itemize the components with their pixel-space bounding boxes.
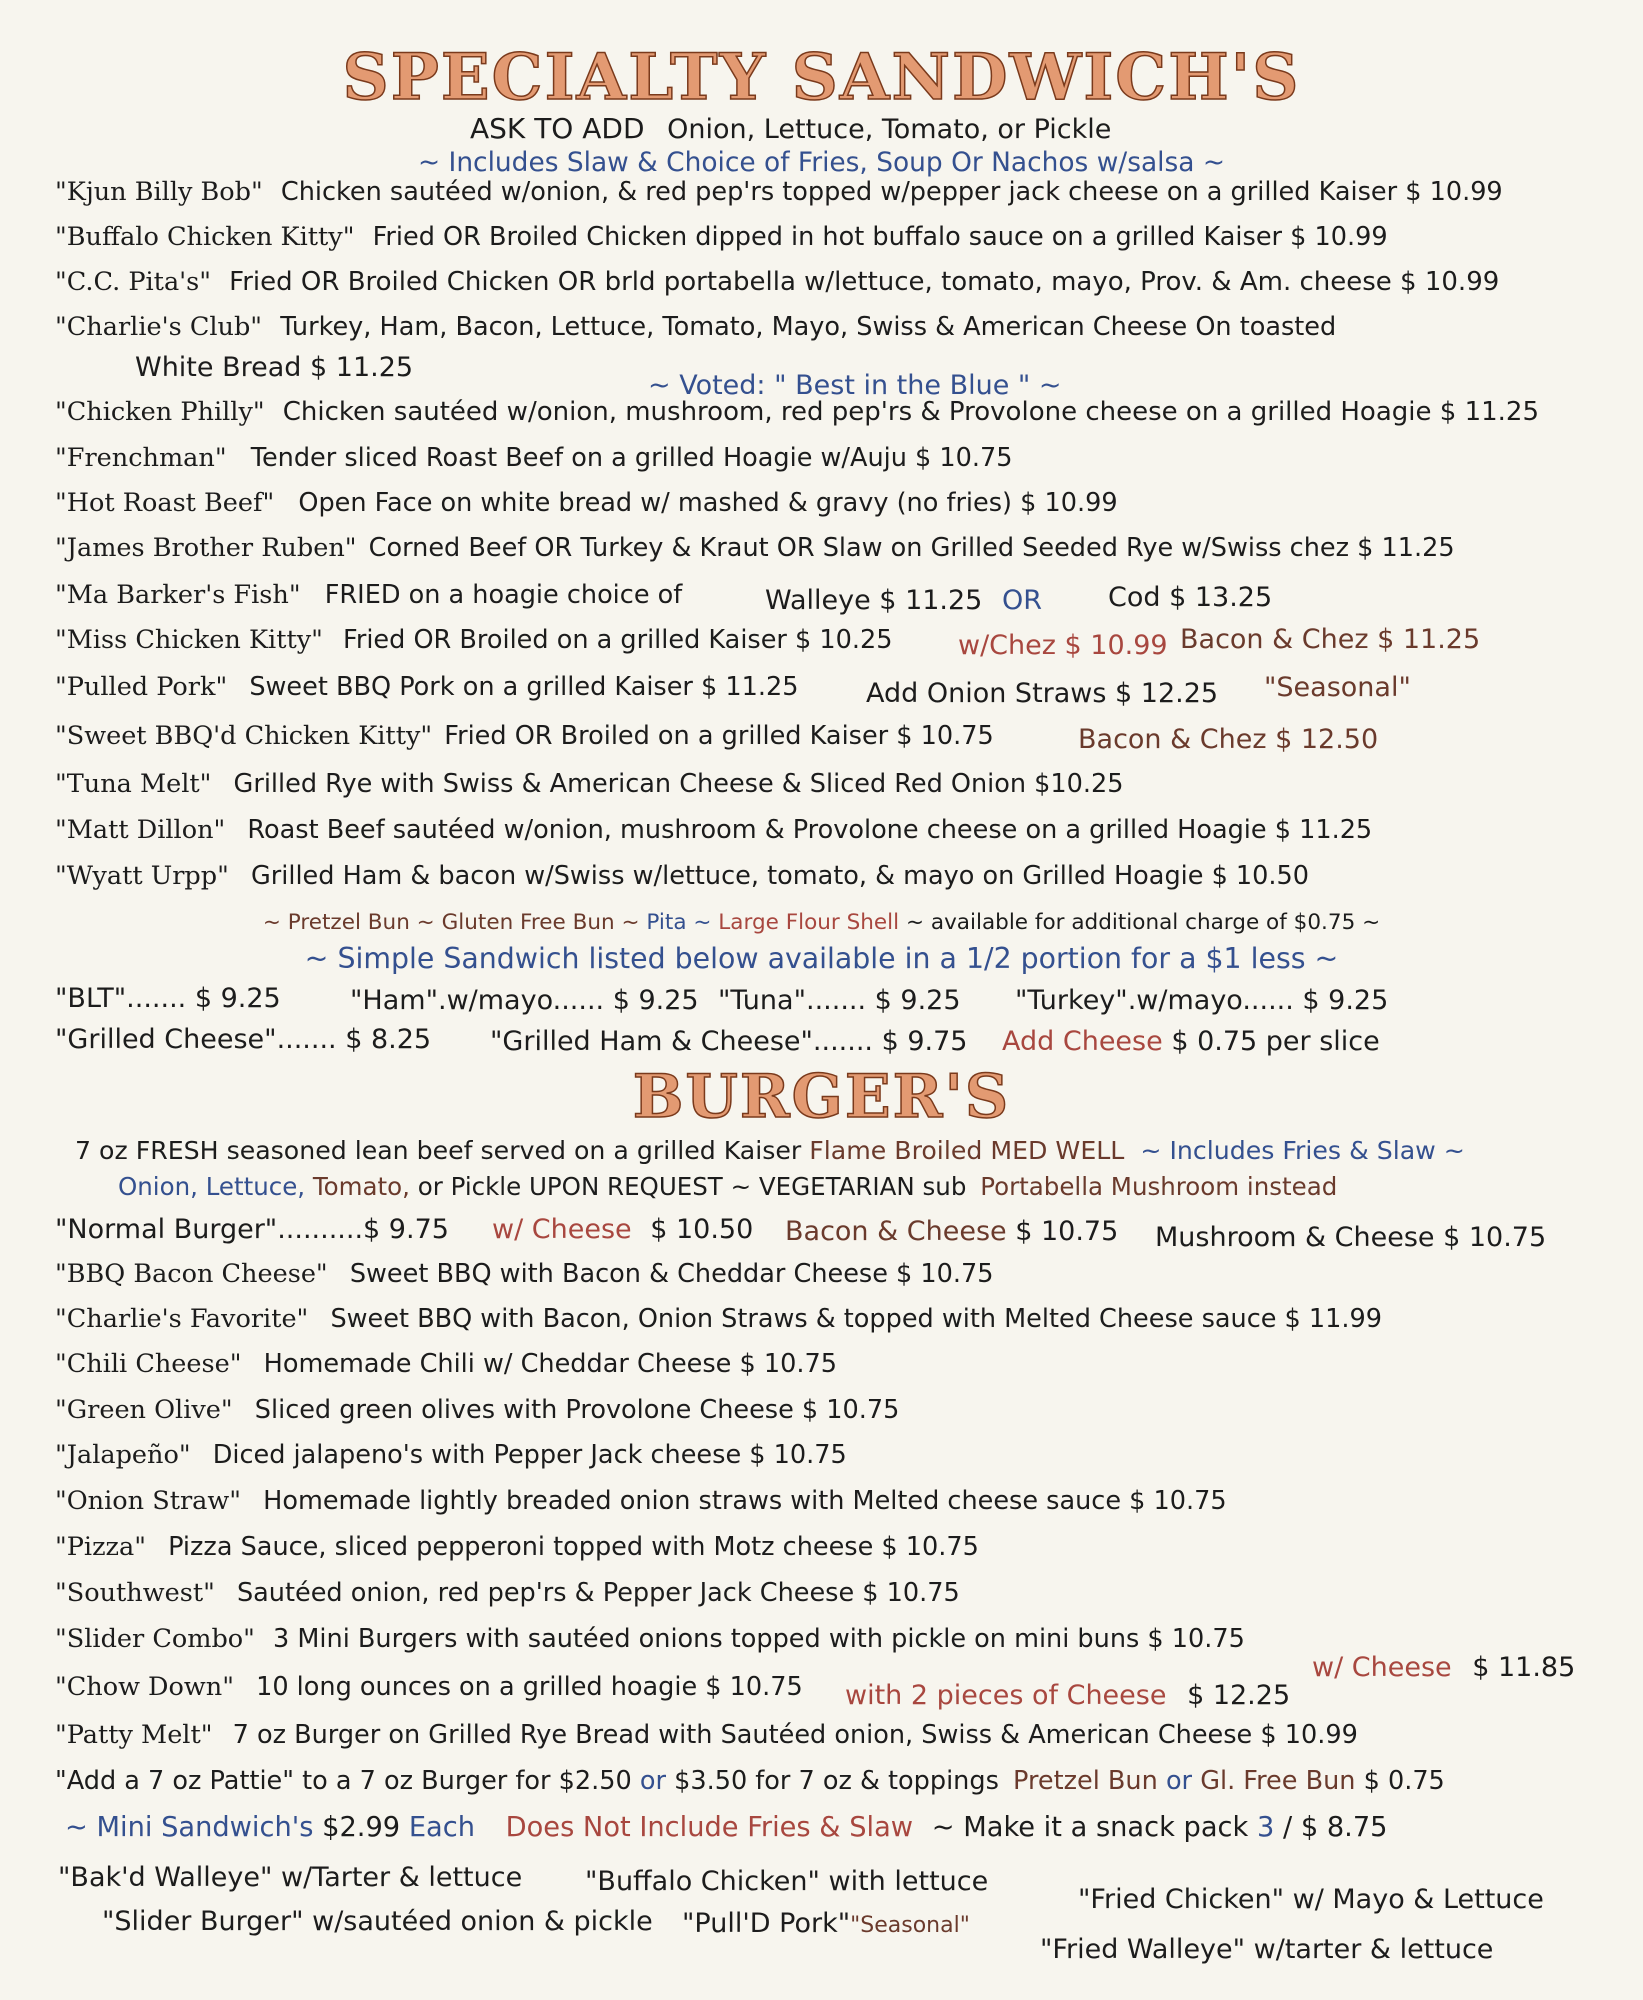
item-matt-dillon	[55, 815, 1643, 845]
add-bun-or: or	[1165, 1766, 1193, 1796]
slider-cheese-label: w/ Cheese	[1312, 1652, 1452, 1683]
item-desc: Homemade lightly breaded onion straws with Melted cheese sauce $ 10.75	[263, 1486, 1227, 1516]
specialty-title: SPECIALTY SANDWICH'S	[342, 40, 1301, 115]
item-name: "Ma Barker's Fish"	[55, 580, 301, 610]
burger-patty-melt	[55, 1720, 1643, 1750]
item-cc-pitas	[55, 267, 1643, 297]
item-name: "Jalapeño"	[55, 1440, 191, 1470]
item-wyatt-urpp	[55, 861, 1643, 891]
intro-tomato: Tomato,	[312, 1172, 410, 1201]
item-desc: Fried OR Broiled on a grilled Kaiser $ 10.25	[343, 625, 893, 655]
item-desc: Roast Beef sautéed w/onion, mushroom & Provolone cheese on a grilled Hoagie $ 11.25	[247, 815, 1373, 845]
item-hot-roast-beef	[55, 488, 1643, 518]
mini-sandwich-header	[65, 1812, 1643, 1843]
intro-onion-lettuce: Onion, Lettuce,	[118, 1172, 306, 1201]
item-charlies-club	[55, 312, 1643, 342]
mini-pulled-pork-name: "Pull'D Pork"	[682, 1908, 851, 1939]
intro-portabella: Portabella Mushroom instead	[980, 1172, 1338, 1201]
intro-beef: 7 oz FRESH seasoned lean beef served on a grilled Kaiser	[75, 1136, 802, 1165]
ask-lead: ASK TO ADD	[470, 112, 645, 145]
item-name: "Buffalo Chicken Kitty"	[55, 222, 355, 252]
mini-title: ~ Mini Sandwich's	[65, 1812, 314, 1843]
add-pattie-or: or	[639, 1766, 666, 1796]
simple-tuna: "Tuna"....... $ 9.25	[718, 985, 961, 1016]
item-desc: Diced jalapeno's with Pepper Jack cheese $ 10.75	[212, 1440, 847, 1470]
add-cheese-label: Add Cheese	[1002, 1026, 1163, 1057]
fish-or: OR	[1002, 585, 1043, 616]
normal-mushroom-cheese: Mushroom & Cheese $ 10.75	[1155, 1222, 1547, 1253]
item-name: "Charlie's Club"	[55, 312, 263, 342]
burger-southwest	[55, 1578, 1643, 1608]
burger-bbq-bacon-cheese	[55, 1259, 1643, 1289]
add-cheese-price: $ 0.75 per slice	[1171, 1026, 1380, 1057]
item-name: "Slider Combo"	[55, 1624, 255, 1654]
item-desc: 3 Mini Burgers with sautéed onions topped with pickle on mini buns $ 10.75	[273, 1624, 1245, 1654]
simple-ham: "Ham".w/mayo...... $ 9.25	[350, 985, 699, 1016]
burgers-title: BURGER'S	[632, 1062, 1011, 1132]
item-desc: FRIED on a hoagie choice of	[324, 580, 683, 610]
mini-snack-price: / $ 8.75	[1283, 1812, 1388, 1843]
item-desc: Sweet BBQ Pork on a grilled Kaiser $ 11.25	[249, 672, 799, 702]
item-desc: Tender sliced Roast Beef on a grilled Hoagie w/Auju $ 10.75	[250, 443, 1013, 473]
simple-sandwich-note: ~ Simple Sandwich listed below available in a 1/2 portion for a $1 less ~	[304, 942, 1339, 975]
add-pretzel-bun: Pretzel Bun	[1013, 1766, 1158, 1796]
item-name: "Charlie's Favorite"	[55, 1304, 309, 1334]
item-desc: Grilled Ham & bacon w/Swiss w/lettuce, tomato, & mayo on Grilled Hoagie $ 10.50	[250, 861, 1310, 891]
specialty-includes: ~ Includes Slaw & Choice of Fries, Soup Or Nachos w/salsa ~	[417, 147, 1225, 178]
item-frenchman	[55, 443, 1643, 473]
bun-pita: Pita ~	[646, 910, 712, 935]
item-kjun-billy-bob	[55, 177, 1643, 207]
item-desc: Chicken sautéed w/onion, mushroom, red pep'rs & Provolone cheese on a grilled Hoagie $ 11.25	[282, 397, 1540, 427]
item-name: "Tuna Melt"	[55, 769, 212, 799]
burger-pizza	[55, 1532, 1643, 1562]
item-name: "Chicken Philly"	[55, 397, 265, 427]
item-desc: 10 long ounces on a grilled hoagie $ 10.75	[256, 1672, 803, 1702]
burger-onion-straw	[55, 1486, 1643, 1516]
bun-options	[0, 910, 1643, 935]
burger-intro-1	[75, 1136, 1643, 1165]
item-name: "Miss Chicken Kitty"	[55, 625, 323, 655]
fish-walleye: Walleye $ 11.25	[765, 585, 983, 616]
burger-jalapeno	[55, 1440, 1643, 1470]
item-desc: 7 oz Burger on Grilled Rye Bread with Sautéed onion, Swiss & American Cheese $ 10.99	[232, 1720, 1358, 1750]
ask-items: Onion, Lettuce, Tomato, or Pickle	[667, 114, 1112, 145]
item-desc: Fried OR Broiled Chicken dipped in hot buffalo sauce on a grilled Kaiser $ 10.99	[372, 222, 1388, 252]
mini-snack-count: 3	[1256, 1812, 1275, 1843]
intro-includes: ~ Includes Fries & Slaw ~	[1140, 1136, 1465, 1165]
normal-burger: "Normal Burger"..........$ 9.75	[55, 1214, 449, 1245]
mini-slider-burger: "Slider Burger" w/sautéed onion & pickle	[102, 1906, 653, 1937]
ask-to-add	[470, 112, 1111, 145]
item-tuna-melt	[55, 769, 1643, 799]
normal-bacon-cheese	[785, 1216, 1118, 1247]
simple-grilled-cheese: "Grilled Cheese"....... $ 8.25	[55, 1024, 432, 1055]
item-name: "Matt Dillon"	[55, 815, 226, 845]
add-pattie	[55, 1766, 1643, 1796]
item-buffalo-chicken-kitty	[55, 222, 1643, 252]
item-name: "Sweet BBQ'd Chicken Kitty"	[55, 721, 433, 751]
mini-bakd-walleye: "Bak'd Walleye" w/Tarter & lettuce	[58, 1862, 523, 1893]
chow-cheese-label: with 2 pieces of Cheese	[845, 1680, 1167, 1711]
item-desc: Sliced green olives with Provolone Cheese $ 10.75	[254, 1395, 900, 1425]
item-name: "BBQ Bacon Cheese"	[55, 1259, 328, 1289]
item-desc: Fried OR Broiled Chicken OR brld portabella w/lettuce, tomato, mayo, Prov. & Am. cheese $ 10.99	[229, 267, 1500, 297]
mini-each: Each	[408, 1812, 475, 1843]
voted-best-note: ~ Voted: " Best in the Blue " ~	[648, 370, 1062, 401]
item-desc: Corned Beef OR Turkey & Kraut OR Slaw on Grilled Seeded Rye w/Swiss chez $ 11.25	[368, 533, 1455, 563]
burger-chili-cheese	[55, 1349, 1643, 1379]
item-name: "Pizza"	[55, 1532, 146, 1562]
item-desc: Pizza Sauce, sliced pepperoni topped with Motz cheese $ 10.75	[168, 1532, 979, 1562]
simple-grilled-ham-cheese: "Grilled Ham & Cheese"....... $ 9.75	[490, 1026, 968, 1057]
add-gf-bun: Gl. Free Bun	[1200, 1766, 1356, 1796]
item-name: "Frenchman"	[55, 443, 227, 473]
mini-no-fries: Does Not Include Fries & Slaw	[505, 1812, 914, 1843]
add-bun-price: $ 0.75	[1363, 1766, 1445, 1796]
bun-flour-shell: Large Flour Shell	[718, 910, 900, 935]
item-name: "Hot Roast Beef"	[55, 488, 275, 518]
burger-intro-2	[118, 1172, 1643, 1201]
miss-chicken-chez: w/Chez $ 10.99	[958, 630, 1168, 661]
normal-cheese-price: $ 10.50	[650, 1214, 754, 1245]
item-desc: Turkey, Ham, Bacon, Lettuce, Tomato, Mayo, Swiss & American Cheese On toasted	[280, 312, 1337, 342]
item-sweet-bbq-chicken-kitty	[55, 721, 1643, 751]
bun-charge: ~ available for additional charge of $0.75 ~	[905, 910, 1381, 935]
normal-cheese	[492, 1214, 753, 1245]
fish-cod: Cod $ 13.25	[1108, 582, 1273, 613]
intro-flame-broiled: Flame Broiled MED WELL	[809, 1136, 1125, 1165]
add-pattie-base: "Add a 7 oz Pattie" to a 7 oz Burger for $2.50	[55, 1766, 632, 1796]
item-name: "Wyatt Urpp"	[55, 861, 229, 891]
item-name: "Kjun Billy Bob"	[55, 177, 263, 207]
item-desc: Open Face on white bread w/ mashed & gravy (no fries) $ 10.99	[298, 488, 1118, 518]
bun-pretzel-gluten: ~ Pretzel Bun ~ Gluten Free Bun ~	[262, 910, 640, 935]
mini-snack-pack: ~ Make it a snack pack	[931, 1812, 1249, 1843]
item-desc: Sautéed onion, red pep'rs & Pepper Jack Cheese $ 10.75	[236, 1578, 960, 1608]
item-desc: Grilled Rye with Swiss & American Cheese & Sliced Red Onion $10.25	[233, 769, 1124, 799]
item-name: "Chow Down"	[55, 1672, 234, 1702]
normal-bacon-label: Bacon & Cheese	[785, 1216, 1007, 1247]
item-name: "Southwest"	[55, 1578, 215, 1608]
item-james-brother-ruben	[55, 533, 1643, 563]
mini-fried-chicken: "Fried Chicken" w/ Mayo & Lettuce	[1078, 1884, 1544, 1915]
item-name: "Green Olive"	[55, 1395, 233, 1425]
mini-buffalo-chicken: "Buffalo Chicken" with lettuce	[585, 1866, 989, 1897]
burger-green-olive	[55, 1395, 1643, 1425]
burger-charlies-favorite	[55, 1304, 1643, 1334]
add-pattie-toppings: $3.50 for 7 oz & toppings	[674, 1766, 999, 1796]
pulled-pork-onion-straws: Add Onion Straws $ 12.25	[866, 678, 1219, 709]
item-desc: Chicken sautéed w/onion, & red pep'rs topped w/pepper jack cheese on a grilled Kaiser $ 10.99	[280, 177, 1503, 207]
burger-slider-combo	[55, 1624, 1643, 1654]
item-desc: Sweet BBQ with Bacon & Cheddar Cheese $ 10.75	[349, 1259, 994, 1289]
simple-turkey: "Turkey".w/mayo...... $ 9.25	[1015, 985, 1389, 1016]
item-chicken-philly	[55, 397, 1643, 427]
miss-chicken-bacon: Bacon & Chez $ 11.25	[1180, 624, 1481, 655]
item-name: "Onion Straw"	[55, 1486, 241, 1516]
mini-fried-walleye: "Fried Walleye" w/tarter & lettuce	[1040, 1934, 1494, 1965]
normal-bacon-price: $ 10.75	[1015, 1216, 1119, 1247]
mini-pulled-pork	[682, 1908, 970, 1939]
pulled-pork-seasonal: "Seasonal"	[1264, 672, 1411, 703]
item-name: "James Brother Ruben"	[55, 533, 357, 563]
mini-pulled-seasonal: "Seasonal"	[850, 1913, 970, 1938]
add-cheese	[1002, 1026, 1380, 1057]
item-name: "C.C. Pita's"	[55, 267, 212, 297]
intro-upon-request: or Pickle UPON REQUEST ~ VEGETARIAN sub	[417, 1172, 967, 1201]
item-name: "Pulled Pork"	[55, 672, 228, 702]
mini-price: $2.99	[322, 1812, 401, 1843]
item-desc: Sweet BBQ with Bacon, Onion Straws & topped with Melted Cheese sauce $ 11.99	[330, 1304, 1383, 1334]
simple-blt: "BLT"....... $ 9.25	[55, 983, 281, 1014]
item-desc: Fried OR Broiled on a grilled Kaiser $ 10.75	[444, 721, 994, 751]
item-name: "Chili Cheese"	[55, 1349, 242, 1379]
item-name: "Patty Melt"	[55, 1720, 213, 1750]
charlies-club-bread: White Bread $ 11.25	[135, 352, 414, 383]
chow-cheese-price: $ 12.25	[1187, 1680, 1291, 1711]
normal-cheese-label: w/ Cheese	[492, 1214, 632, 1245]
chow-down-cheese	[845, 1680, 1290, 1711]
slider-cheese-price: $ 11.85	[1472, 1652, 1576, 1683]
item-desc: Homemade Chili w/ Cheddar Cheese $ 10.75	[263, 1349, 837, 1379]
sweet-bbq-bacon: Bacon & Chez $ 12.50	[1078, 724, 1379, 755]
